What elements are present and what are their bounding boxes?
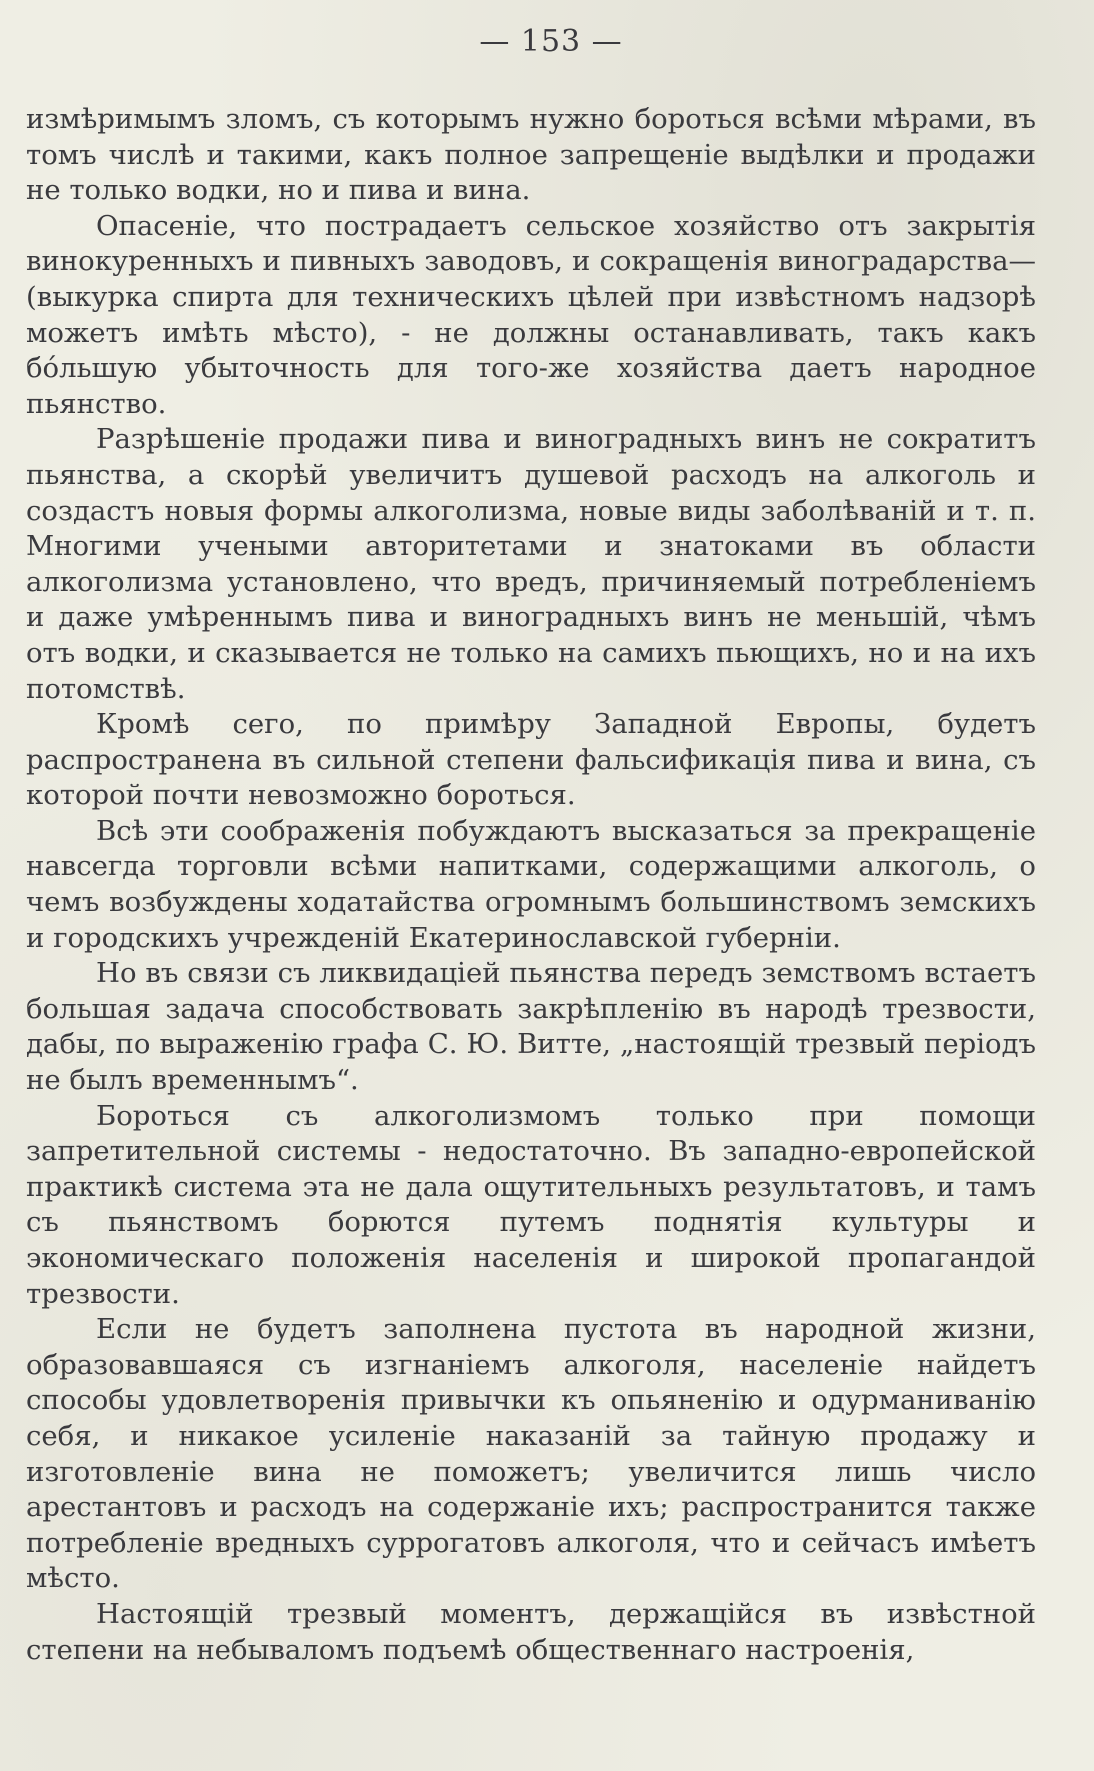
paragraph: Бороться съ алкоголизмомъ только при помощи запретительной системы - недостаточно. Въ западно-европейской практикѣ система эта не дала ощутительныхъ результатовъ, и тамъ съ пьянствомъ борются путемъ поднятія культуры и экономическаго положенія населенія и широкой пропагандой трезвости. <box>26 1099 1036 1310</box>
paragraph: Разрѣшеніе продажи пива и виноградныхъ винъ не сократитъ пьянства, а скорѣй увеличитъ душевой расходъ на алкоголь и создастъ новыя формы алкоголизма, новые виды заболѣваній и т. п. Многими учеными авторитетами и знатоками въ области алкоголизма установлено, что вредъ, причиняемый потребленіемъ и даже умѣреннымъ пива и виноградныхъ винъ не меньшій, чѣмъ отъ водки, и сказывается не только на самихъ пьющихъ, но и на ихъ потомствѣ. <box>26 423 1036 705</box>
body-text <box>26 102 1036 1668</box>
paragraph: Но въ связи съ ликвидаціей пьянства передъ земствомъ встаетъ большая задача способствовать закрѣпленію въ народѣ трезвости, дабы, по выраженію графа С. Ю. Витте, „настоящій трезвый періодъ не былъ временнымъ“. <box>26 957 1036 1097</box>
paragraph: измѣримымъ зломъ, съ которымъ нужно бороться всѣми мѣрами, въ томъ числѣ и такими, какъ полное запрещеніе выдѣлки и продажи не только водки, но и пива и вина. <box>26 103 1036 207</box>
paragraph: Если не будетъ заполнена пустота въ народной жизни, образовавшаяся съ изгнаніемъ алкоголя, населеніе найдетъ способы удовлетворенія привычки къ опьяненію и одурманиванію себя, и никакое усиленіе наказаній за тайную продажу и изготовленіе вина не поможетъ; увеличится лишь число арестантовъ и расходъ на содержаніе ихъ; распространится также потребленіе вредныхъ суррогатовъ алкоголя, что и сейчасъ имѣетъ мѣсто. <box>26 1313 1036 1595</box>
paragraph: Всѣ эти соображенія побуждаютъ высказаться за прекращеніе навсегда торговли всѣми напитками, содержащими алкоголь, о чемъ возбуждены ходатайства огромнымъ большинствомъ земскихъ и городскихъ учрежденій Екатеринославской губерніи. <box>26 814 1036 954</box>
paragraph: Опасеніе, что пострадаетъ сельское хозяйство отъ закрытія винокуренныхъ и пивныхъ заводовъ, и сокращенія виноградарства—(выкурка спирта для техническихъ цѣлей при извѣстномъ надзорѣ можетъ имѣть мѣсто), - не должны останавливать, такъ какъ бóльшую убыточность для того-же хозяйства даетъ народное пьянство. <box>26 209 1036 420</box>
paragraph: Кромѣ сего, по примѣру Западной Европы, будетъ распространена въ сильной степени фальсификація пива и вина, съ которой почти невозможно бороться. <box>26 708 1036 812</box>
page-number: — 153 — <box>479 24 623 59</box>
paragraph: Настоящій трезвый моментъ, держащійся въ извѣстной степени на небываломъ подъемѣ общественнаго настроенія, <box>26 1597 1036 1666</box>
